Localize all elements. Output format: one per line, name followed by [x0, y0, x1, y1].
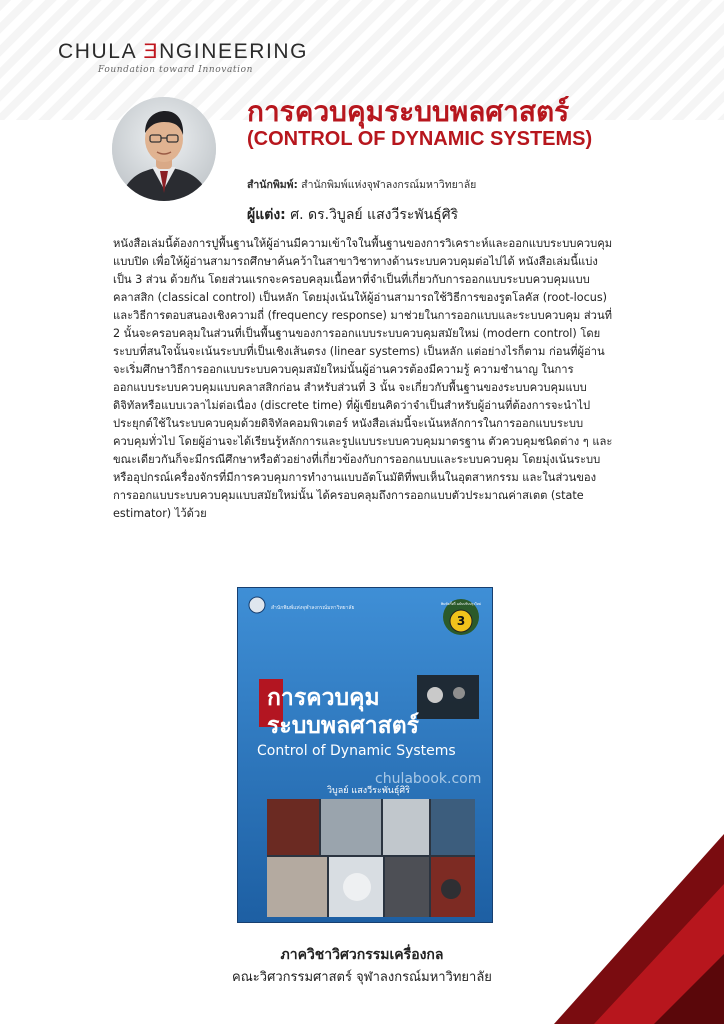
publisher-value: สำนักพิมพ์แห่งจุฬาลงกรณ์มหาวิทยาลัย: [301, 179, 477, 191]
logo-accent-e: Ǝ: [143, 40, 160, 63]
faculty-name: คณะวิศวกรรมศาสตร์ จุฬาลงกรณ์มหาวิทยาลัย: [232, 970, 492, 985]
book-description: หนังสือเล่มนี้ต้องการปูพื้นฐานให้ผู้อ่านมีความเข้าใจในพื้นฐานของการวิเคราะห์และออกแบบระบบควบคุมแบบปิด เพื่อให้ผู้อ่านสามารถศึกษาค้นคว้าในสาขาวิชาทางด้านระบบควบคุมต่อไปได้ หนังสือเล่มนี้แบ่งเป็น 3 ส่วน ด้วยกัน โดยส่วนแรกจะครอบคลุมเนื้อหาที่จำเป็นที่เกี่ยวกับการออกแบบระบบควบคุมแบบคลาสสิก (classical control) เป็นหลัก โดยมุ่งเน้นให้ผู้อ่านสามารถใช้วิธีการของรูตโลคัส (root-locus) และวิธีการตอบสนองเชิงความถี่ (frequency response) มาช่วยในการออกแบบและระบบควบคุม ส่วนที่ 2 นั้นจะครอบคลุมในส่วนที่เป็นพื้นฐานของการออกแบบระบบควบคุมสมัยใหม่ (modern control) โดยระบบที่สนใจนั้นจะเน้นระบบที่เป็นเชิงเส้นตรง (linear systems) เป็นหลัก แต่อย่างไรก็ตาม ก่อนที่ผู้อ่านจะเริ่มศึกษาวิธีการออกแบบระบบควบคุมสมัยใหม่นั้นผู้อ่านควรต้องมีความรู้ ความชำนาญ ในการออกแบบระบบควบคุมแบบคลาสสิกก่อน สำหรับส่วนที่ 3 นั้น จะเกี่ยวกับพื้นฐานของระบบควบคุมแบบดิจิทัลหรือแบบเวลาไม่ต่อเนื่อง (discrete time) ที่ผู้เขียนคิดว่าจำเป็นสำหรับผู้อ่านที่ต้องการจะนำไปประยุกต์ใช้ในระบบควบคุมด้วยดิจิทัลคอมพิวเตอร์ หนังสือเล่มนี้จะเน้นหลักการในการออกแบบระบบควบคุมทั่วไป โดยผู้อ่านจะได้เรียนรู้หลักการและรูปแบบระบบควบคุมมาตรฐาน ตัวควบคุมชนิดต่าง ๆ และขณะเดียวกันก็จะมีกรณีศึกษาหรือตัวอย่างที่เกี่ยวข้องกับการออกแบบและระบบควบคุม โดยมุ่งเน้นระบบหรืออุปกรณ์เครื่องจักรที่มีการควบคุมการทำงานแบบอัตโนมัติที่พบเห็นในอุตสาหกรรม และในส่วนของการออกแบบระบบควบคุมแบบสมัยใหม่นั้น ได้ครอบคลุมถึงการออกแบบตัวประมาณค่าสเตต (state estimator) ไว้ด้วย: [113, 237, 613, 520]
logo-text-engineering: NGINEERING: [159, 40, 309, 63]
cover-title-english: Control of Dynamic Systems: [257, 743, 456, 759]
cover-edition-text: พิมพ์ครั้งที่ ฉบับปรับปรุงใหม่: [440, 602, 482, 606]
book-title-english: (CONTROL OF DYNAMIC SYSTEMS): [247, 128, 593, 150]
corner-decoration: [554, 814, 724, 1024]
author-label: ผู้แต่ง:: [247, 207, 286, 223]
logo-wordmark: [58, 40, 308, 64]
department-name: ภาควิชาวิศวกรรมเครื่องกล: [280, 947, 444, 963]
university-seal-icon: [249, 597, 265, 613]
cover-title-line2: ระบบพลศาสตร์: [267, 713, 420, 739]
publisher-line: [247, 176, 476, 193]
author-portrait-icon: [112, 97, 216, 201]
cover-author: วิบูลย์ แสงวีระพันธุ์ศิริ: [327, 786, 410, 796]
book-title-thai: การควบคุมระบบพลศาสตร์: [247, 95, 570, 128]
logo-text-chula: CHULA: [58, 40, 137, 63]
cover-publisher-text: สำนักพิมพ์แห่งจุฬาลงกรณ์มหาวิทยาลัย: [271, 605, 355, 611]
book-cover-image: [237, 587, 493, 923]
book-cover-illustration: [237, 587, 493, 923]
author-photo: [112, 97, 216, 201]
publisher-label: สำนักพิมพ์:: [247, 179, 298, 191]
cover-watermark: chulabook.com: [375, 771, 482, 787]
chula-engineering-logo: [58, 40, 308, 75]
cover-edition-number: 3: [456, 614, 466, 628]
cover-title-line1: การควบคุม: [267, 685, 380, 711]
author-value: ศ. ดร.วิบูลย์ แสงวีระพันธุ์ศิริ: [290, 207, 459, 223]
author-line: [247, 204, 458, 226]
logo-tagline: Foundation toward Innovation: [98, 65, 254, 75]
